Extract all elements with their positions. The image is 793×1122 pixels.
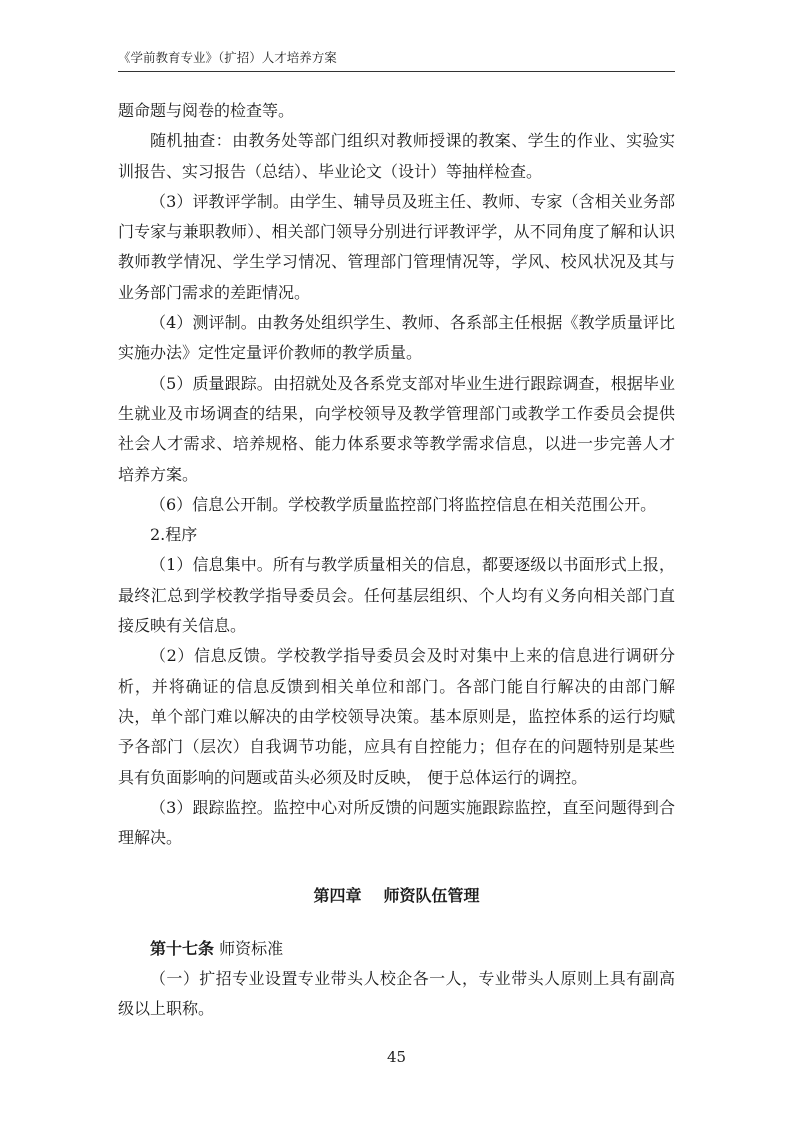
section-heading: 2.程序: [150, 525, 198, 545]
paragraph: （6）信息公开制。学校教学质量监控部门将监控信息在相关范围公开。: [150, 494, 657, 514]
page-body: [118, 96, 675, 1025]
page-number: 45: [386, 1048, 407, 1066]
paragraph: （2）信息反馈。学校教学指导委员会及时对集中上来的信息进行调研分析，并将确证的信息反馈到相关单位和部门。各部门能自行解决的由部门解决，单个部门难以解决的由学校领导决策。基本原则是，监控体系的运行均赋予各部门（层次）自我调节功能，应具有自控能力；但存在的问题特别是某些具有负面影响的问题或苗头必须及时反映， 便于总体运行的调控。: [118, 646, 675, 787]
paragraph: 题命题与阅卷的检查等。: [118, 101, 295, 120]
chapter-number: 第四章: [313, 886, 362, 906]
paragraph: （4）测评制。由教务处组织学生、教师、各系部主任根据《教学质量评比实施办法》定性定量评价教师的教学质量。: [118, 313, 675, 363]
article-heading: [118, 934, 675, 964]
running-header: 《学前教育专业》（扩招）人才培养方案: [118, 50, 337, 65]
paragraph: （3）评教评学制。由学生、辅导员及班主任、教师、专家（含相关业务部门专家与兼职教师）、相关部门领导分别进行评教评学，从不同角度了解和认识教师教学情况、学生学习情况、管理部门管理情况等，学风、校风状况及其与业务部门需求的差距情况。: [118, 191, 675, 302]
paragraph: （5）质量跟踪。由招就处及各系党支部对毕业生进行跟踪调查，根据毕业生就业及市场调查的结果，向学校领导及教学管理部门或教学工作委员会提供社会人才需求、培养规格、能力体系要求等教学需求信息，以进一步完善人才培养方案。: [118, 373, 675, 484]
paragraph: （1）信息集中。所有与教学质量相关的信息，都要逐级以书面形式上报， 最终汇总到学校教学指导委员会。任何基层组织、个人均有义务向相关部门直接反映有关信息。: [118, 555, 675, 636]
paragraph: 随机抽查：由教务处等部门组织对教师授课的教案、学生的作业、实验实训报告、实习报告（总结）、毕业论文（设计）等抽样检查。: [118, 131, 675, 181]
paragraph: （一）扩招专业设置专业带头人校企各一人，专业带头人原则上具有副高级以上职称。: [118, 969, 675, 1019]
chapter-title: 师资队伍管理: [383, 886, 480, 906]
header-rule: [118, 71, 675, 72]
article-title: 师资标准: [219, 938, 284, 958]
paragraph: （3）跟踪监控。监控中心对所反馈的问题实施跟踪监控，直至问题得到合理解决。: [118, 797, 675, 848]
chapter-heading: [118, 881, 675, 911]
article-number: 第十七条: [150, 938, 215, 958]
